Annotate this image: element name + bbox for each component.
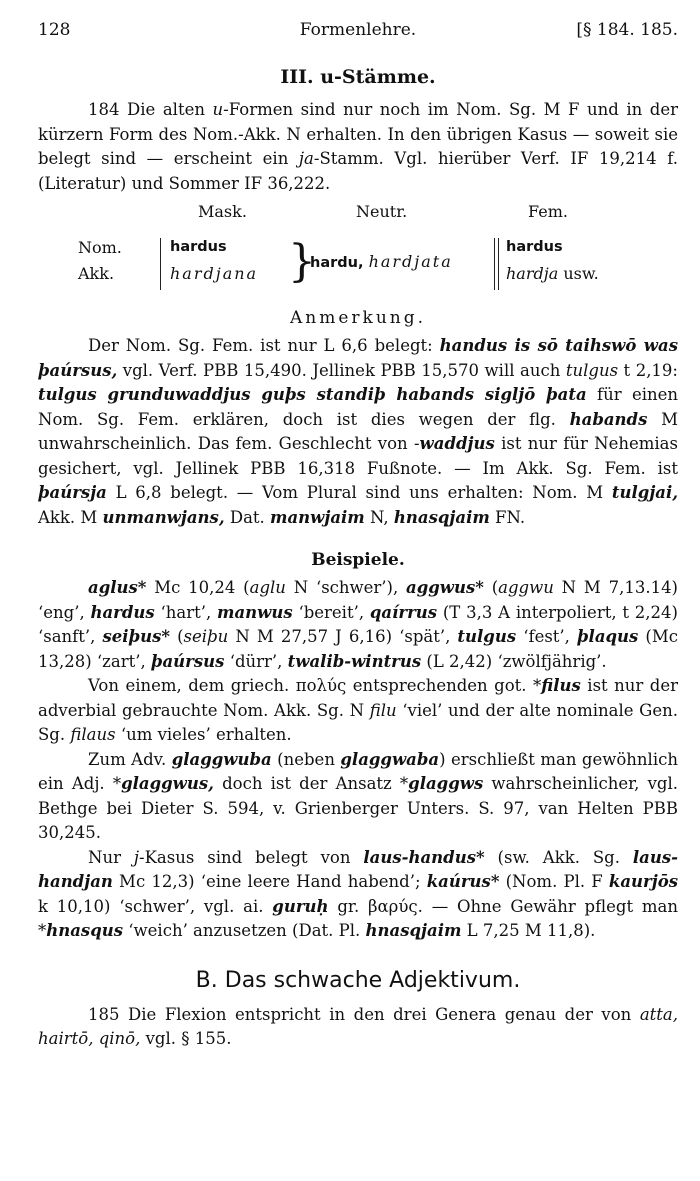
running-header [38,20,678,46]
beispiele-paragraph-3: Zum Adv. glaggwuba (neben glaggwaba) erschließt man gewöhnlich ein Adj. *glaggwus, doch ist der Ansatz *glaggws wahrscheinlicher, vgl. Bethge bei Dieter S. 594, v. Grienberger Unters. S. 97, van Helten PBB 30,245. [38,749,678,842]
row-label-akk: Akk. [78,264,115,283]
section-reference: [§ 184. 185. [576,20,678,40]
section-title: III. u-Stämme. [280,66,436,88]
anmerkung-text: Der Nom. Sg. Fem. ist nur L 6,6 belegt: handus is sō taihswō was þaúrsus, vgl. Verf. PBB 15,490. Jellinek PBB 15,570 will auch tulgus t 2,19: tulgus grunduwaddjus guþs standiþ habands sigljō þata für einen Nom. Sg. Fem. erklären, doch ist dies wegen der flg. habands M unwahrscheinlich. Das fem. Geschlecht von -waddjus ist nur für Nehemias gesichert, vgl. Jellinek PBB 16,318 Fußnote. — Im Akk. Sg. Fem. ist þaúrsja L 6,8 belegt. — Vom Plural sind uns erhalten: Nom. M tulgjai, Akk. M unmanwjans, Dat. manwjaim N, hnasqjaim FN. [38,336,678,527]
column-header-neutr: Neutr. [356,202,408,221]
mask-nom: hardus [170,239,227,255]
anmerkung-heading: Anmerkung. [289,308,427,328]
paragraph-184: 184 Die alten u-Formen sind nur noch im Nom. Sg. M F und in der kürzern Form des Nom.-Akk. N erhalten. In den übrigen Kasus — soweit sie belegt sind — erscheint ein ja-Stamm. Vgl. hierüber Verf. IF 19,214 f. (Literatur) und Sommer IF 36,222. [38,100,678,193]
brace: } [288,236,316,287]
table-divider [494,238,495,290]
table-divider [498,238,499,290]
page-number: 128 [38,20,71,40]
section-b-heading: B. Das schwache Adjektivum. [195,967,521,993]
paradigm-table [38,202,678,294]
mask-akk: hardjana [170,264,259,283]
neutr-forms: hardu, hardjata [310,252,453,271]
page [38,20,678,1052]
beispiele-paragraph-4: Nur j-Kasus sind belegt von laus-handus* (sw. Akk. Sg. laus-handjan Mc 12,3) ‘eine leere Hand habend’; kaúrus* (Nom. Pl. F kaurjōs k 10,10) ‘schwer’, vgl. ai. guruḥ gr. βαρύς. — Ohne Gewähr pflegt man *hnasqus ‘weich’ anzusetzen (Dat. Pl. hnasqjaim L 7,25 M 11,8). [38,847,678,940]
paragraph-185: 185 Die Flexion entspricht in den drei Genera genau der von atta, hairtō, qinō, vgl. § 155. [38,1004,678,1048]
fem-akk: hardja usw. [506,264,599,283]
paragraph-number: 184 [88,100,120,119]
table-divider [160,238,161,290]
column-header-mask: Mask. [198,202,247,221]
fem-nom: hardus [506,239,563,255]
paragraph-number: 185 [88,1004,120,1024]
row-label-nom: Nom. [78,238,122,257]
beispiele-heading: Beispiele. [311,550,405,570]
beispiele-paragraph-2: Von einem, dem griech. πολύς entsprechenden got. *filus ist nur der adverbial gebrauchte Nom. Akk. Sg. N filu ‘viel’ und der alte nominale Gen. Sg. filaus ‘um vieles’ erhalten. [38,676,678,744]
column-header-fem: Fem. [528,202,568,221]
running-title: Formenlehre. [299,20,417,40]
beispiele-paragraph-1: aglus* Mc 10,24 (aglu N ‘schwer’), aggwus* (aggwu N M 7,13.14) ‘eng’, hardus ‘hart’, manwus ‘bereit’, qaírrus (T 3,3 A interpoliert, t 2,24) ‘sanft’, seiþus* (seiþu N M 27,57 J 6,16) ‘spät’, tulgus ‘fest’, þlaqus (Mc 13,28) ‘zart’, þaúrsus ‘dürr’, twalib-wintrus (L 2,42) ‘zwölfjährig’. [38,578,678,671]
